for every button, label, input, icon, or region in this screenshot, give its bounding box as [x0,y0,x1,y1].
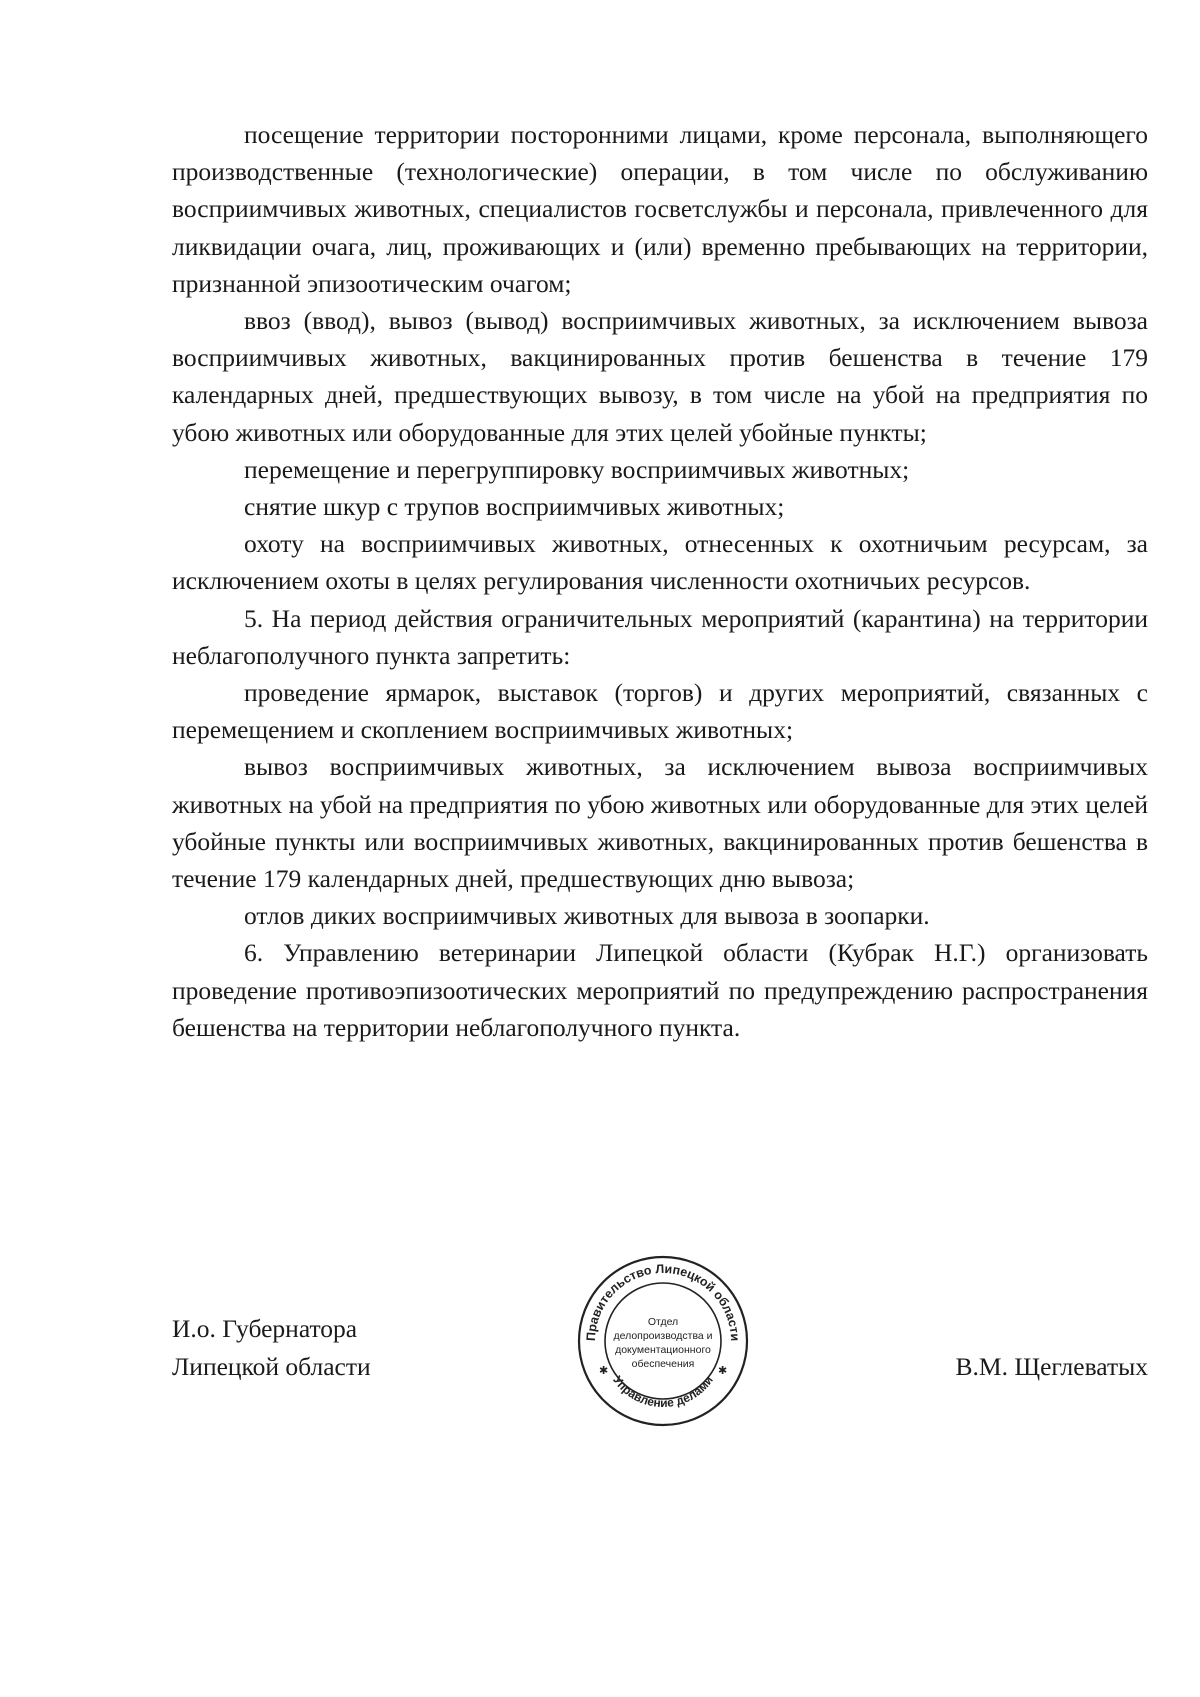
official-stamp [577,1255,749,1427]
paragraph: проведение ярмарок, выставок (торгов) и других мероприятий, связанных с перемещением и скоплением восприимчивых животных; [172,678,1148,745]
paragraph: 6. Управлению ветеринарии Липецкой области (Кубрак Н.Г.) организовать проведение противоэпизоотических мероприятий по предупреждению распространения бешенства на территории неблагополучного пункта. [172,938,1148,1042]
signatory-position [172,1310,371,1386]
paragraph: 5. На период действия ограничительных мероприятий (карантина) на территории неблагополучного пункта запретить: [172,603,1148,670]
stamp-bottom-text: Управление делами [610,1373,716,1411]
position-line: Липецкой области [172,1352,371,1381]
stamp-center-line: Отдел [647,1316,679,1328]
paragraph: перемещение и перегруппировку восприимчивых животных; [244,454,910,484]
stamp-center-line: делопроизводства и [613,1330,713,1342]
document-body [172,116,1148,1046]
paragraph: охоту на восприимчивых животных, отнесенных к охотничьим ресурсам, за исключением охоты в целях регулирования численности охотничьих ресурсов. [172,529,1148,596]
stamp-outer-text: Правительство Липецкой области [583,1261,743,1342]
position-line: И.о. Губернатора [172,1314,358,1343]
stamp-star-icon: ✱ [599,1364,609,1377]
paragraph: вывоз восприимчивых животных, за исключением вывоза восприимчивых животных на убой на предприятия по убою животных или оборудованные для этих целей убойные пункты или восприимчивых животных, вакцинированных против бешенства в течение 179 календарных дней, предшествующих дню вывоза; [172,752,1148,894]
signatory-name: В.М. Щеглеватых [955,1352,1148,1381]
stamp-star-icon: ✱ [718,1364,728,1377]
paragraph: ввоз (ввод), вывоз (вывод) восприимчивых животных, за исключением вывоза восприимчивых животных, вакцинированных против бешенства в течение 179 календарных дней, предшествующих вывозу, в том числе на убой на предприятия по убою животных или оборудованные для этих целей убойные пункты; [172,306,1148,447]
paragraph: посещение территории посторонними лицами, кроме персонала, выполняющего производственные (технологические) операции, в том числе по обслуживанию восприимчивых животных, специалистов госветслужбы и персонала, привлеченного для ликвидации очага, лиц, проживающих и (или) временно пребывающих на территории, признанной эпизоотическим очагом; [172,120,1148,298]
stamp-center-line: обеспечения [631,1358,695,1370]
stamp-center-line: документационного [615,1344,711,1356]
paragraph: отлов диких восприимчивых животных для вывоза в зоопарки. [244,901,930,931]
stamp-seal-graphic [577,1255,749,1427]
paragraph: снятие шкур с трупов восприимчивых животных; [244,492,785,522]
